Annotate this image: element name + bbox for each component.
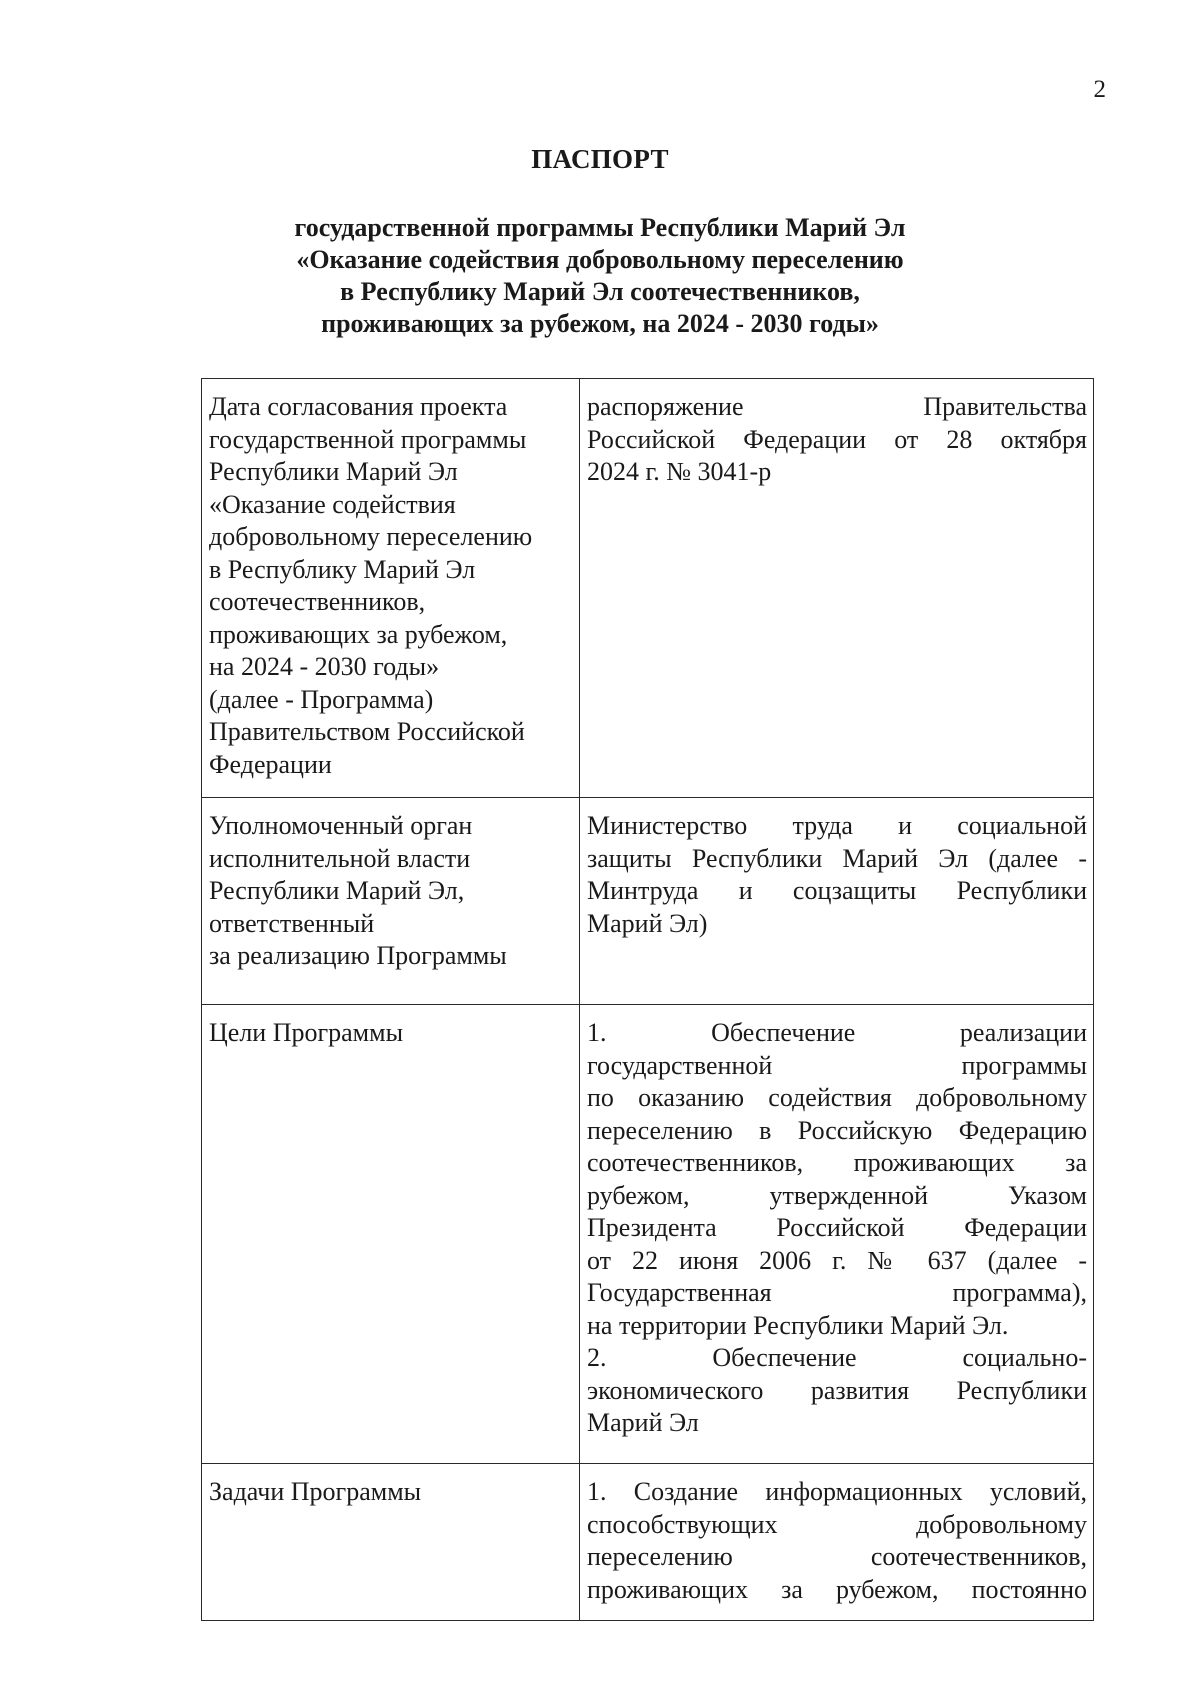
row-label-cell	[202, 798, 580, 1005]
value-line: 2. Обеспечение социально-	[587, 1343, 1087, 1372]
value-line: переселению соотечественников,	[587, 1542, 1087, 1571]
label-line: Задачи Программы	[209, 1477, 422, 1506]
label-line: исполнительной власти	[209, 843, 471, 873]
label-line: ответственный	[209, 908, 375, 938]
label-line: Республики Марий Эл	[209, 457, 458, 486]
label-line: в Республику Марий Эл	[209, 554, 476, 584]
value-line: Марий Эл)	[587, 908, 708, 938]
value-line: Президента Российской Федерации	[587, 1213, 1087, 1242]
table-row	[202, 798, 1094, 1005]
label-line: Дата согласования проекта	[209, 392, 508, 421]
value-line: Марий Эл	[587, 1408, 699, 1437]
value-line: по оказанию содействия добровольному	[587, 1083, 1087, 1112]
value-line: экономического развития Республики	[587, 1375, 1087, 1405]
subtitle-line: «Оказание содействия добровольному переселению	[296, 245, 904, 274]
value-line: защиты Республики Марий Эл (далее -	[587, 843, 1087, 873]
document-subtitle	[0, 212, 1200, 340]
value-line: на территории Республики Марий Эл.	[587, 1310, 1009, 1340]
row-label-cell	[202, 1005, 580, 1464]
value-line: Минтруда и соцзащиты Республики	[587, 876, 1087, 905]
row-label-cell	[202, 379, 580, 798]
row-value-cell	[580, 1005, 1094, 1464]
table-row	[202, 1005, 1094, 1464]
label-line: проживающих за рубежом,	[209, 619, 508, 649]
row-value-cell	[580, 379, 1094, 798]
subtitle-line: государственной программы Республики Марий Эл	[294, 213, 906, 242]
value-line: проживающих за рубежом, постоянно	[587, 1574, 1087, 1604]
label-line: добровольному переселению	[209, 522, 533, 551]
row-label-cell	[202, 1464, 580, 1621]
page-number: 2	[1093, 76, 1106, 103]
value-line: государственной программы	[587, 1050, 1087, 1080]
label-line: «Оказание содействия	[209, 489, 456, 519]
value-line: соотечественников, проживающих за	[587, 1148, 1087, 1177]
document-title: ПАСПОРТ	[531, 144, 669, 174]
value-line: переселению в Российскую Федерацию	[587, 1115, 1087, 1145]
label-line: государственной программы	[209, 424, 527, 454]
value-line: рубежом, утвержденной Указом	[587, 1180, 1087, 1210]
value-line: Министерство труда и социальной	[587, 811, 1087, 840]
value-line: 1. Создание информационных условий,	[587, 1477, 1087, 1506]
row-value-cell	[580, 1464, 1094, 1621]
label-line: Федерации	[209, 749, 332, 779]
subtitle-line: проживающих за рубежом, на 2024 - 2030 годы»	[321, 309, 879, 338]
table-row	[202, 1464, 1094, 1621]
label-line: Республики Марий Эл,	[209, 876, 465, 905]
label-line: Цели Программы	[209, 1018, 404, 1047]
value-line: Государственная программа),	[587, 1278, 1087, 1307]
label-line: Правительством Российской	[209, 717, 525, 746]
passport-table	[201, 378, 1094, 1621]
row-value-cell	[580, 798, 1094, 1005]
subtitle-line: в Республику Марий Эл соотечественников,	[340, 277, 860, 306]
label-line: (далее - Программа)	[209, 684, 434, 714]
label-line: Уполномоченный орган	[209, 811, 473, 840]
label-line: соотечественников,	[209, 587, 426, 616]
label-line: за реализацию Программы	[209, 941, 507, 970]
value-line: распоряжение Правительства	[587, 392, 1087, 421]
value-line: 2024 г. № 3041-р	[587, 457, 772, 486]
value-line: 1. Обеспечение реализации	[587, 1018, 1087, 1047]
value-line: способствующих добровольному	[587, 1509, 1087, 1539]
value-line: от 22 июня 2006 г. № 637 (далее -	[587, 1245, 1087, 1275]
table-row	[202, 379, 1094, 798]
label-line: на 2024 - 2030 годы»	[209, 652, 440, 681]
value-line: Российской Федерации от 28 октября	[587, 424, 1087, 454]
